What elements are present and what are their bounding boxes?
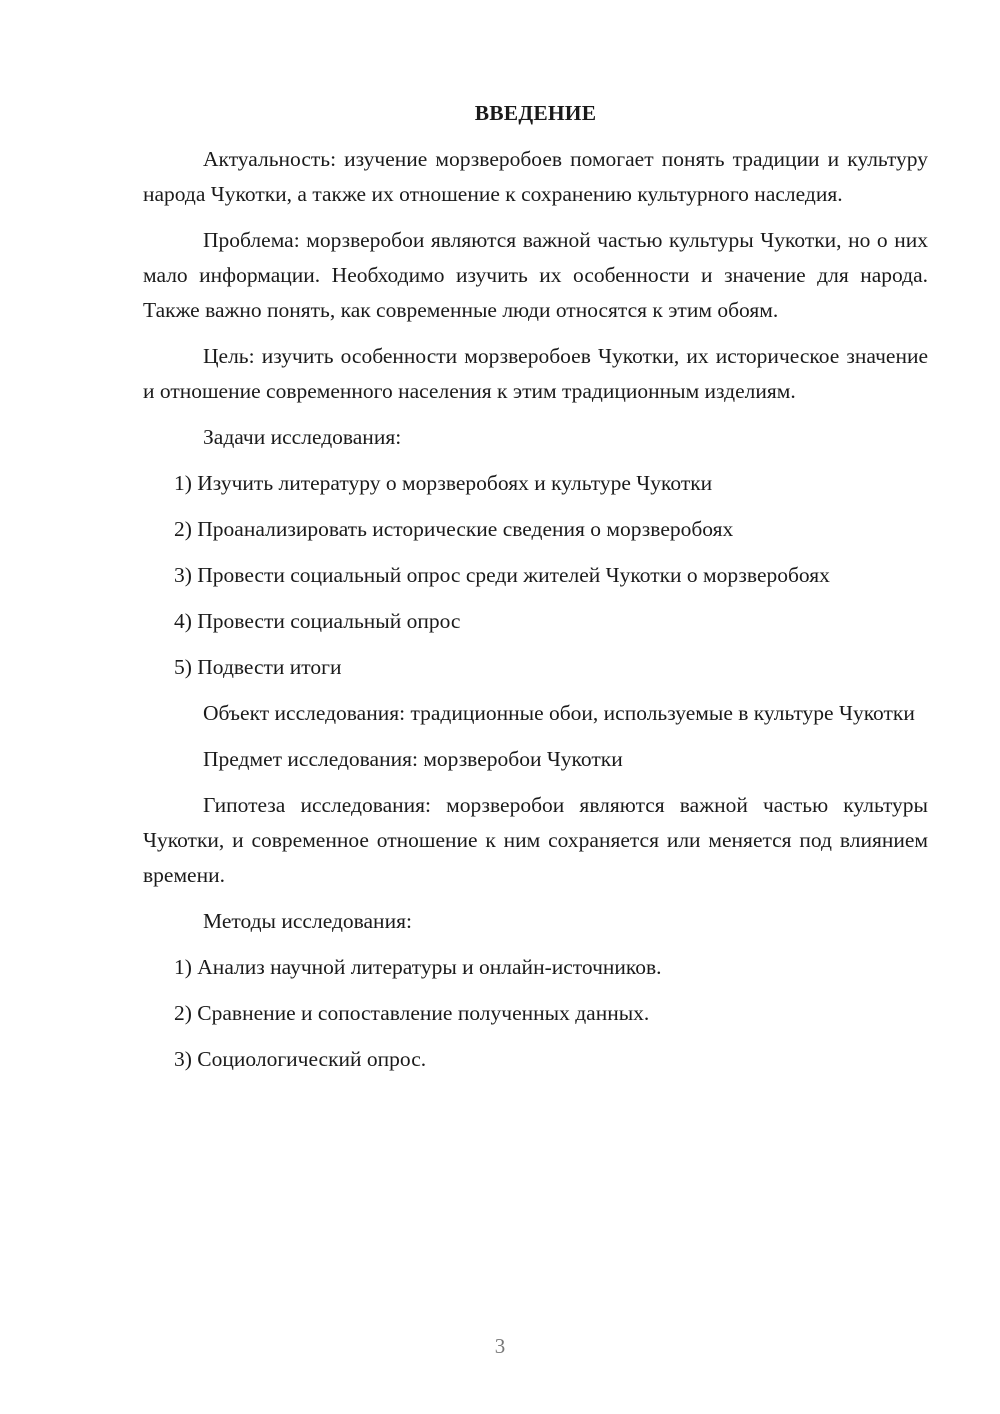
relevance-paragraph: Актуальность: изучение морзверобоев помогает понять традиции и культуру народа Чукотки, а также их отношение к сохранению культурного наследия.: [143, 147, 928, 206]
hypothesis-paragraph: Гипотеза исследования: морзверобои являются важной частью культуры Чукотки, и современное отношение к ним сохраняется или меняется под влиянием времени.: [143, 793, 928, 887]
section-title: ВВЕДЕНИЕ: [474, 101, 597, 125]
problem-paragraph: Проблема: морзверобои являются важной частью культуры Чукотки, но о них мало информации. Необходимо изучить их особенности и значение для народа. Также важно понять, как современные люди относятся к этим обоям.: [143, 228, 928, 322]
object-paragraph: Объект исследования: традиционные обои, используемые в культуре Чукотки: [203, 701, 915, 725]
tasks-heading: Задачи исследования:: [203, 425, 402, 449]
methods-heading: Методы исследования:: [203, 909, 412, 933]
method-item: 3) Социологический опрос.: [174, 1047, 427, 1071]
subject-paragraph: Предмет исследования: морзверобои Чукотки: [203, 747, 623, 771]
document-page: [143, 96, 928, 1088]
task-item: 5) Подвести итоги: [174, 655, 342, 679]
task-item: 1) Изучить литературу о морзверобоях и культуре Чукотки: [174, 471, 713, 495]
task-item: 3) Провести социальный опрос среди жителей Чукотки о морзверобоях: [174, 563, 830, 587]
page-number: 3: [494, 1334, 506, 1358]
task-item: 2) Проанализировать исторические сведения о морзверобоях: [174, 517, 734, 541]
method-item: 1) Анализ научной литературы и онлайн-источников.: [174, 955, 662, 979]
method-item: 2) Сравнение и сопоставление полученных данных.: [174, 1001, 650, 1025]
goal-paragraph: Цель: изучить особенности морзверобоев Чукотки, их историческое значение и отношение современного населения к этим традиционным изделиям.: [143, 344, 928, 403]
task-item: 4) Провести социальный опрос: [174, 609, 461, 633]
